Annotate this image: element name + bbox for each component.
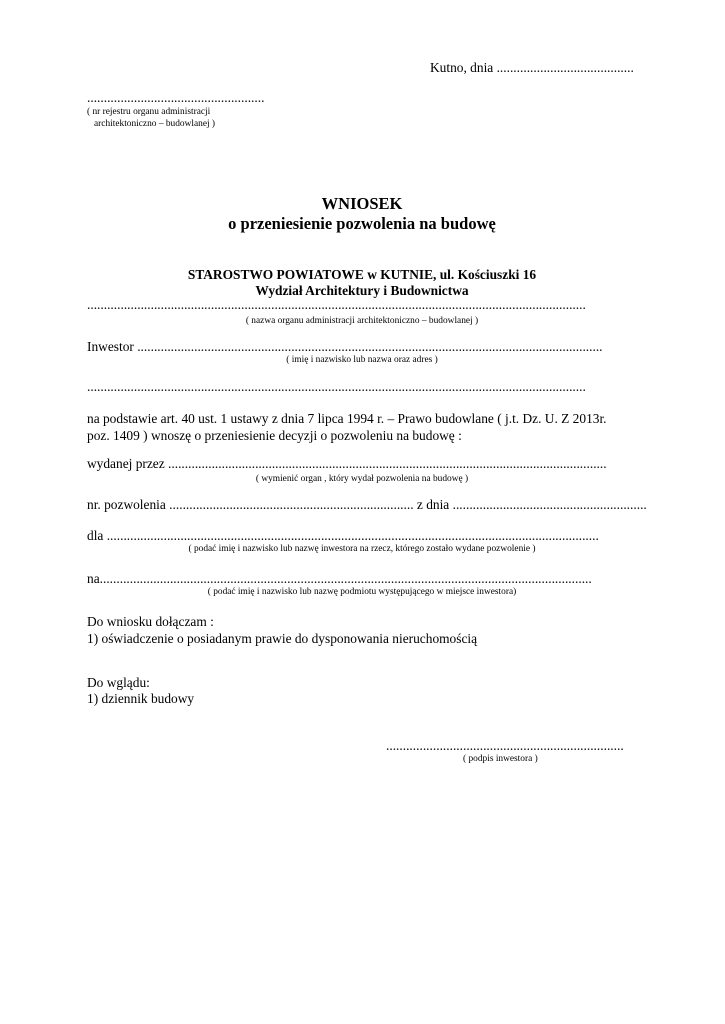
inspection-heading: Do wglądu: <box>87 675 150 690</box>
for-caption: ( podać imię i nazwisko lub nazwę inwestora na rzecz, którego zostało wydane pozwolenie ) <box>188 544 536 554</box>
issued-by-field: wydanej przez ................................................................................................................................... <box>87 456 607 471</box>
signature-dots: ....................................................................... <box>386 738 624 753</box>
document-title: WNIOSEK <box>321 194 403 213</box>
place-date: Kutno, dnia ......................................... <box>430 60 634 75</box>
register-number-dots: ..................................................... <box>87 90 265 105</box>
authority-name: STAROSTWO POWIATOWE w KUTNIE, ul. Kościuszki 16 <box>187 267 537 282</box>
authority-caption: ( nazwa organu administracji architektoniczno – budowlanej ) <box>245 316 479 326</box>
register-caption-line1: ( nr rejestru organu administracji <box>87 107 211 117</box>
inspection-item-1: 1) dziennik budowy <box>87 691 195 706</box>
investor-dots-line: ..................................................................................................................................................... <box>87 379 586 394</box>
to-field: na................................................................................................................................................... <box>87 571 592 586</box>
legal-basis-line1: na podstawie art. 40 ust. 1 ustawy z dnia 7 lipca 1994 r. – Prawo budowlane ( j.t. Dz. U. Z 2013r. <box>87 411 607 426</box>
to-caption: ( podać imię i nazwisko lub nazwę podmiotu występującego w miejsce inwestora) <box>207 587 517 597</box>
attachments-heading: Do wniosku dołączam : <box>87 614 214 629</box>
authority-department: Wydział Architektury i Budownictwa <box>255 283 469 298</box>
investor-field: Inwestor ........................................................................................................................................... <box>87 339 603 354</box>
legal-basis-line2: poz. 1409 ) wnoszę o przeniesienie decyzji o pozwoleniu na budowę : <box>87 428 462 443</box>
authority-dots: ..................................................................................................................................................... <box>87 297 586 312</box>
signature-caption: ( podpis inwestora ) <box>463 754 538 764</box>
document-subtitle: o przeniesienie pozwolenia na budowę <box>228 214 496 233</box>
permit-number-field: nr. pozwolenia ......................................................................... z dnia .......................................................... <box>87 497 647 512</box>
investor-caption: ( imię i nazwisko lub nazwa oraz adres ) <box>286 355 438 365</box>
register-caption-line2: architektoniczno – budowlanej ) <box>94 119 216 129</box>
attachments-item-1: 1) oświadczenie o posiadanym prawie do dysponowania nieruchomością <box>87 631 478 646</box>
for-field: dla ................................................................................................................................................... <box>87 528 599 543</box>
issued-by-caption: ( wymienić organ , który wydał pozwolenia na budowę ) <box>255 474 469 484</box>
